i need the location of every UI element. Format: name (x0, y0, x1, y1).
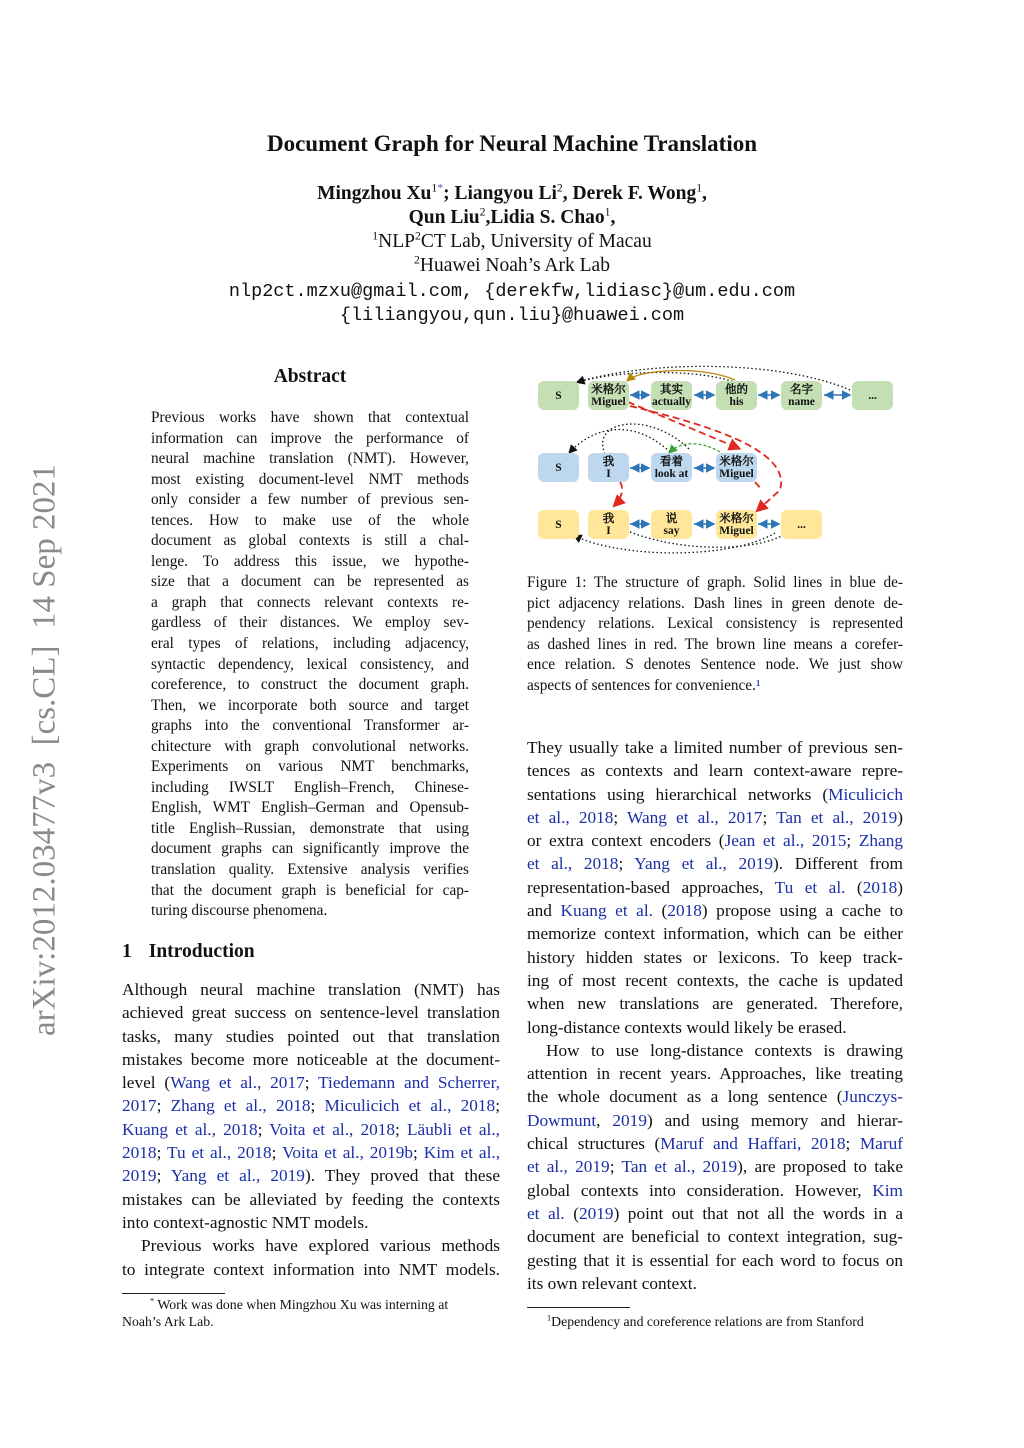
text: Although neural machine translation (NMT) has (122, 980, 500, 999)
text: gesting that it is essential for each word to focus on (527, 1250, 903, 1270)
text: neural machine translation (NMT). However, (151, 450, 469, 468)
arxiv-stamp: arXiv:2012.03477v3 [cs.CL] 14 Sep 2021 (26, 464, 63, 1036)
text: chitecture with graph convolutional networks. (151, 737, 469, 755)
text-line (527, 1085, 903, 1108)
citation-link[interactable]: 2019 (612, 1110, 647, 1130)
text-line (151, 860, 469, 881)
text: including IWSLT English–French, Chinese- (151, 778, 469, 796)
citation-link[interactable]: 2018 (667, 901, 702, 921)
text-line (151, 881, 469, 902)
sentence-node (538, 453, 579, 482)
text: and (527, 901, 561, 921)
text-line (527, 1249, 903, 1272)
text-line (151, 613, 469, 634)
text: How to use long-distance contexts is drawing (546, 1040, 903, 1060)
text-line (122, 1118, 500, 1141)
text: the whole document as a long sentence ( (527, 1087, 843, 1107)
text: global contexts into consideration. However, (527, 1180, 873, 1200)
aff-sup: 2 (414, 229, 421, 243)
sentence-node (538, 381, 579, 410)
author-name: Qun Liu (408, 207, 480, 228)
text-line (122, 1001, 500, 1024)
citation-link[interactable]: Wang et al., 2017 (170, 1073, 305, 1093)
introduction-body (122, 978, 500, 1281)
aff-text: NLP (378, 231, 415, 252)
aff-sup: 2 (414, 253, 420, 267)
text-line (151, 511, 469, 532)
text-line (527, 1225, 903, 1248)
footnote-rule (122, 1293, 225, 1294)
citation-link[interactable]: Zhang (858, 831, 903, 851)
citation-link[interactable]: Junczys- (842, 1087, 903, 1107)
text-line (151, 449, 469, 470)
text-line (122, 978, 500, 1001)
figure-1-caption (527, 573, 903, 697)
node-english: I (606, 467, 611, 480)
text-line (151, 675, 469, 696)
text-line (122, 1094, 500, 1117)
text: ), are proposed to take (737, 1157, 903, 1177)
node-english: actually (652, 395, 691, 408)
text: size that a document can be represented as (151, 573, 469, 591)
text: coreference, to construct the document graph. (151, 676, 469, 694)
node-chinese: 其实 (660, 383, 683, 396)
node-english: say (663, 524, 680, 537)
citation-link[interactable]: Tu et al. (774, 877, 846, 897)
node-english: S (555, 518, 562, 531)
text: tences as contexts and learn context-aware repre- (527, 761, 903, 781)
text: ; (762, 807, 777, 827)
text-line (151, 839, 469, 860)
text: gardless of their distances. We employ sev- (151, 614, 469, 632)
text: to integrate context information into NMT models. (122, 1259, 500, 1279)
text: pendency relations. Lexical consistency is represented (527, 615, 903, 633)
text: ). Different from (773, 854, 903, 874)
text: Previous works have explored various methods (141, 1236, 500, 1256)
text-line (527, 676, 903, 697)
text-line (151, 634, 469, 655)
text: its own relevant context. (527, 1273, 697, 1293)
text: ( (845, 877, 863, 897)
text: long-distance contexts would likely be erased. (527, 1017, 847, 1037)
footnote-text: Noah’s Ark Lab. (122, 1314, 214, 1329)
text: Experiments on various NMT benchmarks, (151, 758, 469, 776)
text-line (527, 573, 903, 594)
text: ; (156, 1096, 171, 1116)
node-english: Miguel (719, 467, 754, 480)
authors-line-1 (0, 183, 1024, 205)
node-chinese: 米格尔 (719, 455, 754, 468)
text: ; (845, 1134, 860, 1154)
text: mistakes become more noticeable at the document- (122, 1049, 500, 1069)
abstract-body (151, 408, 469, 922)
text: ( (652, 901, 668, 921)
text-line (122, 1025, 500, 1048)
text-line (527, 736, 903, 759)
text-line (151, 716, 469, 737)
text: , (596, 1110, 613, 1130)
text: ) (897, 807, 904, 827)
text-line (527, 614, 903, 635)
text-line (151, 470, 469, 491)
text: ) point out that not all the words in a (613, 1203, 903, 1223)
citation-link[interactable]: Läubli et al., (407, 1119, 500, 1139)
text: mistakes can be alleviated by feeding the contexts (122, 1189, 500, 1209)
section-number: 1 (122, 941, 132, 962)
citation-link[interactable]: et al. (527, 1203, 565, 1223)
text: a graph that connects relevant contexts re- (151, 593, 469, 611)
text-line (122, 1048, 500, 1071)
text: They usually take a limited number of previous sen- (527, 738, 903, 757)
footnote-mark: 1 (547, 1313, 552, 1323)
citation-link[interactable]: Jean et al., 2015 (724, 831, 847, 851)
text-line (527, 783, 903, 806)
node-chinese: 我 (602, 455, 615, 468)
citation-link[interactable]: Kuang et al., 2018 (122, 1119, 258, 1139)
author-affiliation-sup: 2 (556, 181, 563, 195)
word-node (651, 381, 692, 410)
word-node (852, 381, 893, 410)
section-heading-introduction (122, 941, 255, 963)
citation-link[interactable]: Yang et al., 2019 (634, 854, 774, 874)
text-line (122, 1141, 500, 1164)
text: ; (304, 1073, 319, 1093)
text: ) (897, 877, 904, 897)
text: ). They proved that these (304, 1166, 500, 1186)
text: lenge. To address this issue, we hypothe- (151, 552, 469, 570)
text-line (527, 899, 903, 922)
word-node (588, 510, 629, 539)
word-node (588, 381, 629, 410)
citation-link[interactable]: 2018 (862, 877, 898, 897)
emails-line-2: {liliangyou,qun.liu}@huawei.com (339, 305, 685, 326)
text: ; (310, 1096, 325, 1116)
footnote-mark: * (150, 1296, 155, 1306)
author-name: Mingzhou Xu (317, 183, 432, 204)
citation-link[interactable]: Tu et al., 2018 (167, 1143, 272, 1163)
footnote-text: Work was done when Mingzhou Xu was interning at (157, 1297, 449, 1312)
text-line (527, 1272, 903, 1295)
text-line (122, 1211, 500, 1234)
text-line (151, 696, 469, 717)
citation-link[interactable]: et al., 2018 (527, 854, 619, 874)
text: ; (618, 854, 635, 874)
citation-link[interactable]: Miculicich (828, 784, 903, 804)
word-node (716, 510, 757, 539)
text: turing discourse phenomena. (151, 902, 328, 920)
text: that the document graph is beneficial for cap- (151, 881, 469, 899)
footnote-rule (527, 1307, 630, 1308)
text-line (151, 572, 469, 593)
text-line (122, 1164, 500, 1187)
node-english: S (555, 461, 562, 474)
text: Figure 1: The structure of graph. Solid lines in blue de- (527, 574, 903, 591)
text: when new translations are generated. Therefore, (527, 994, 903, 1014)
text: ing of most recent contexts, the cache is updated (527, 970, 903, 990)
text-line (527, 1039, 903, 1062)
text: tences. How to make use of the whole (151, 511, 469, 529)
text-line (527, 969, 903, 992)
node-english: I (606, 524, 611, 537)
author-affiliation-sup: 2 (479, 205, 486, 219)
aff-sup: 1 (372, 229, 379, 243)
text: ; (156, 1166, 171, 1186)
citation-link[interactable]: Zhang et al., 2018 (170, 1096, 311, 1116)
text-line (527, 1155, 903, 1178)
citation-link[interactable]: Wang et al., 2017 (627, 807, 763, 827)
text-line (527, 1202, 903, 1225)
word-node (716, 381, 757, 410)
word-node (651, 453, 692, 482)
text-line (151, 655, 469, 676)
citation-link[interactable]: Maruf and Haffari, 2018 (660, 1134, 846, 1154)
text: Previous works have shown that contextual (151, 409, 469, 426)
text: as dashed lines in red. The brown line means a corefer- (527, 635, 903, 653)
text: ; (257, 1119, 270, 1139)
author-name: ; Liangyou Li (443, 183, 557, 204)
text: information can improve the performance of (151, 429, 469, 447)
text: most existing document-level NMT methods (151, 470, 469, 488)
text-line (151, 757, 469, 778)
text-line (151, 593, 469, 614)
text-line (527, 1062, 903, 1085)
text: Then, we incorporate both source and target (151, 696, 469, 714)
text-line (122, 1258, 500, 1281)
citation-link[interactable]: Tiedemann and Scherrer, (318, 1073, 500, 1093)
text: memorize context information, which can be either (527, 924, 903, 944)
text: title English–Russian, demonstrate that using (151, 819, 469, 837)
word-node (651, 510, 692, 539)
footnote-left (122, 1296, 500, 1330)
node-english: ... (797, 518, 806, 531)
abstract-heading: Abstract (273, 366, 347, 387)
word-node (781, 381, 822, 410)
text: chical structures ( (527, 1134, 661, 1154)
text: ; (609, 1157, 622, 1177)
node-chinese: 说 (665, 512, 678, 525)
citation-link[interactable]: 2018 (122, 1143, 157, 1163)
citation-link[interactable]: ¹ (755, 676, 761, 694)
text-line (527, 806, 903, 829)
text-line (122, 1234, 500, 1257)
text-line (527, 946, 903, 969)
node-chinese: 他的 (725, 383, 748, 396)
text: representation-based approaches, (527, 877, 775, 897)
text-line (122, 1188, 500, 1211)
citation-link[interactable]: Kuang et al. (560, 901, 653, 921)
author-affiliation-sup: 1 (604, 205, 611, 219)
text-line (527, 759, 903, 782)
node-english: name (788, 395, 815, 408)
author-name: ,Lidia S. Chao (485, 207, 605, 228)
citation-link[interactable]: 2017 (122, 1096, 157, 1116)
author-note-mark[interactable]: * (437, 181, 444, 195)
text-line (151, 778, 469, 799)
node-english: his (729, 395, 744, 408)
text: document as global contexts is still a chal- (151, 532, 469, 550)
citation-link[interactable]: 2019 (122, 1166, 157, 1186)
citation-link[interactable]: Yang et al., 2019 (170, 1166, 305, 1186)
citation-link[interactable]: Kim (872, 1180, 903, 1200)
text-line (527, 594, 903, 615)
text-line (122, 1071, 500, 1094)
text-line (151, 819, 469, 840)
node-chinese: 米格尔 (591, 383, 626, 396)
figure-1-graph (530, 360, 910, 560)
text: document are beneficial to context integration, sug- (527, 1227, 903, 1247)
text: document graphs can significantly improve the (151, 840, 469, 858)
authors-line-2 (0, 207, 1024, 229)
text: tasks, many studies pointed out that translation (122, 1026, 500, 1046)
sentence-node (538, 510, 579, 539)
aff-text: Huawei Noah’s Ark Lab (419, 255, 610, 276)
text: pict adjacency relations. Dash lines in green denote de- (527, 594, 903, 612)
text-line (151, 798, 469, 819)
author-affiliation-sup: 1 (431, 181, 438, 195)
word-node (781, 510, 822, 539)
citation-link[interactable]: et al., 2019 (527, 1157, 610, 1177)
text-line (151, 408, 469, 429)
aff-text: CT Lab, University of Macau (420, 231, 652, 252)
text: ; (395, 1119, 407, 1139)
right-column-body (527, 736, 903, 1295)
text: ( (564, 1203, 579, 1223)
author-affiliation-sup: 1 (696, 181, 703, 195)
text-line (151, 737, 469, 758)
citation-link[interactable]: 2019 (579, 1203, 614, 1223)
author-name: , (610, 207, 616, 228)
node-english: Miguel (719, 524, 754, 537)
text: aspects of sentences for convenience. (527, 676, 756, 694)
citation-link[interactable]: Maruf (859, 1134, 903, 1154)
text: ; (613, 807, 628, 827)
footnote-right (527, 1313, 903, 1330)
text: sentations using hierarchical networks ( (527, 784, 829, 804)
text: only consider a few number of previous sen- (151, 491, 469, 509)
text-line (151, 552, 469, 573)
text: attention in recent years. Approaches, like treating (527, 1064, 903, 1084)
citation-link[interactable]: et al., 2018 (527, 807, 614, 827)
text-line (527, 876, 903, 899)
text: ; (495, 1096, 500, 1116)
text: history hidden states or lexicons. To keep track- (527, 947, 903, 967)
node-chinese: 看着 (660, 455, 683, 468)
text: level ( (122, 1073, 171, 1093)
word-node (588, 453, 629, 482)
text-line (527, 992, 903, 1015)
citation-link[interactable]: Kim et al., (423, 1143, 501, 1163)
text: ) propose using a cache to (701, 901, 903, 921)
text: ) and using memory and hierar- (646, 1110, 904, 1130)
citation-link[interactable]: Dowmunt (527, 1110, 597, 1130)
text-line (527, 1132, 903, 1155)
text-line (527, 655, 903, 676)
text-line (527, 852, 903, 875)
text-line (151, 901, 469, 922)
citation-link[interactable]: Tan et al., 2019 (776, 807, 898, 827)
text: ence relation. S denotes Sentence node. We just show (527, 656, 903, 674)
node-english: look at (654, 467, 689, 480)
text-line (527, 922, 903, 945)
text: graphs into the conventional Transformer ar- (151, 717, 469, 735)
text: syntactic dependency, lexical consistency, and (151, 655, 469, 673)
affiliation-1 (0, 231, 1024, 253)
node-chinese: 名字 (790, 383, 813, 396)
text: achieved great success on sentence-level translation (122, 1003, 500, 1023)
text-line (527, 1179, 903, 1202)
text: translation quality. Extensive analysis verifies (151, 861, 469, 879)
citation-link[interactable]: Miculicich et al., 2018 (324, 1096, 496, 1116)
text-line (151, 490, 469, 511)
text: ; (156, 1143, 168, 1163)
text-line (151, 531, 469, 552)
section-title: Introduction (148, 941, 255, 962)
node-english: ... (868, 389, 877, 402)
node-chinese: 我 (602, 512, 615, 525)
text: ; (413, 1143, 424, 1163)
text: ; (846, 831, 859, 851)
node-chinese: 米格尔 (719, 512, 754, 525)
text-line (527, 1109, 903, 1132)
footnote-text: Dependency and coreference relations are from Stanford (551, 1314, 864, 1329)
word-node (716, 453, 757, 482)
text: into context-agnostic NMT models. (122, 1212, 369, 1232)
text: or extra context encoders ( (527, 831, 725, 851)
paper-title: Document Graph for Neural Machine Translation (266, 131, 758, 156)
text-line (527, 635, 903, 656)
text: ; (271, 1143, 283, 1163)
node-english: S (555, 389, 562, 402)
author-name: , Derek F. Wong (562, 183, 697, 204)
author-name: , (702, 183, 707, 204)
citation-link[interactable]: Tan et al., 2019 (621, 1157, 738, 1177)
citation-link[interactable]: Voita et al., 2018 (269, 1119, 396, 1139)
text-line (151, 429, 469, 450)
affiliation-2 (0, 255, 1024, 277)
node-english: Miguel (591, 395, 626, 408)
emails-line-1: nlp2ct.mzxu@gmail.com, {derekfw,lidiasc}@um.edu.com (228, 281, 796, 302)
text-line (527, 829, 903, 852)
text: English, WMT English–German and Opensub- (151, 799, 469, 817)
text: eral types of relations, including adjacency, (151, 635, 469, 653)
text-line (527, 1016, 903, 1039)
citation-link[interactable]: Voita et al., 2019b (282, 1143, 413, 1163)
